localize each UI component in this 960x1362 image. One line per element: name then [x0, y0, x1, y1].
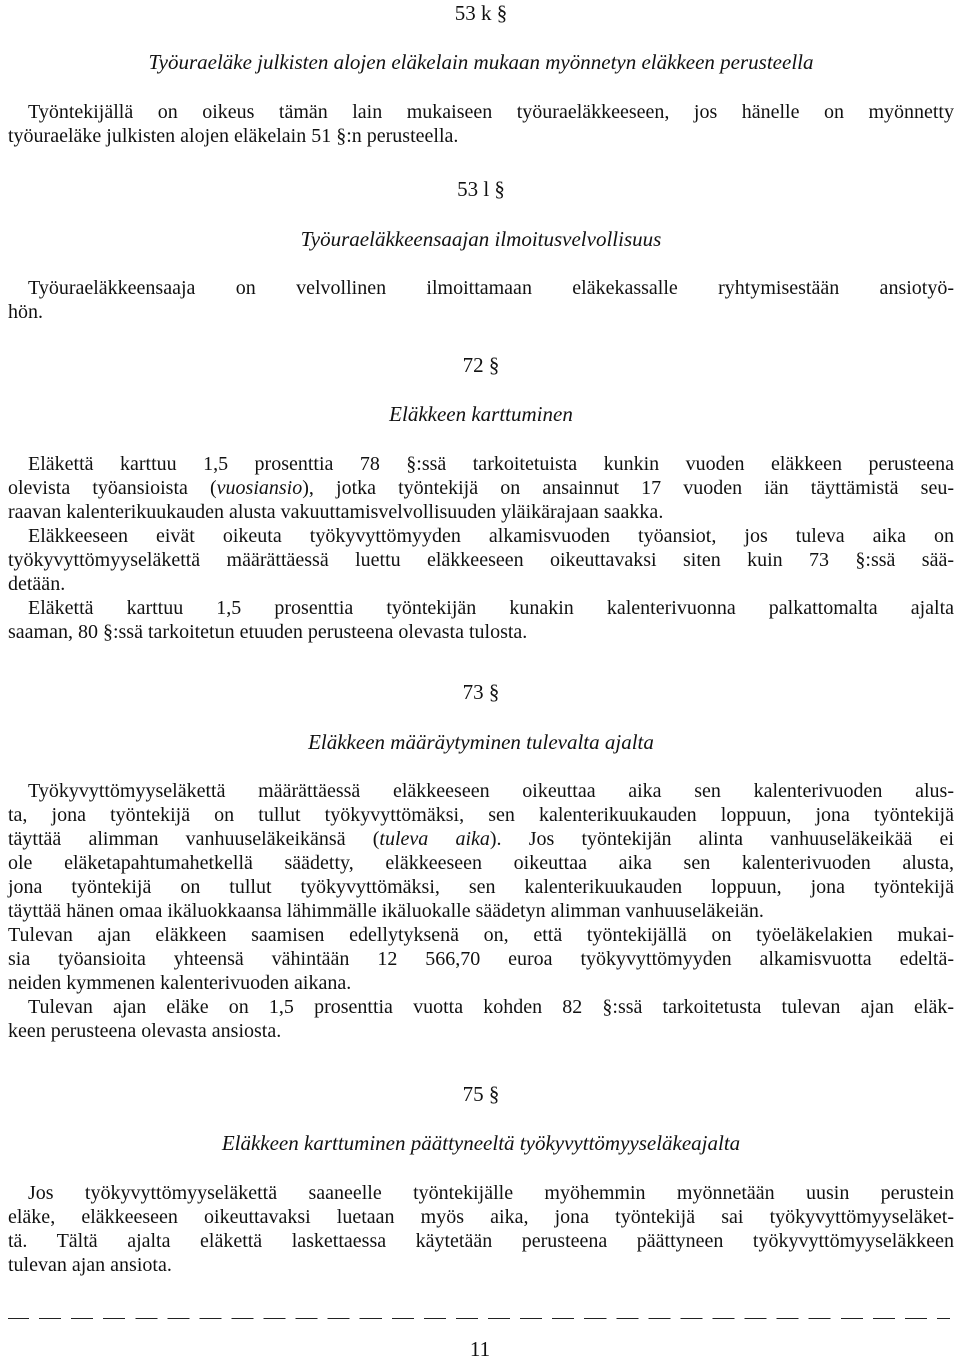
text-line: Eläkettä karttuu 1,5 prosenttia työntekijän kunakin kalenterivuonna palkattomalta ajalta	[28, 597, 954, 619]
section-body-73	[8, 779, 954, 1043]
italic-term: vuosiansio	[216, 477, 303, 499]
section-title-53k: Työuraeläke julkisten alojen eläkelain mukaan myönnetyn eläkkeen perusteella	[148, 50, 814, 74]
text-line: täyttää hänen omaa ikäluokkaansa lähimmälle ikäluokalle säädetyn alimman vanhuuseläkeiän.	[8, 900, 764, 922]
text-line: detään.	[8, 573, 66, 595]
text-line: raavan kalenterikuukauden alusta vakuuttamisvelvollisuuden yläikärajaan saakka.	[8, 501, 664, 523]
text-line: neiden kymmenen kalenterivuoden aikana.	[8, 972, 352, 994]
text-line: Eläkettä karttuu 1,5 prosenttia 78 §:ssä tarkoitetuista kunkin vuoden eläkkeen perusteena	[28, 453, 954, 475]
text-line: Eläkkeeseen eivät oikeuta työkyvyttömyyden alkamisvuoden työansiot, jos tuleva aika on	[28, 525, 954, 547]
text-line: jona työntekijä on tullut työkyvyttömäksi, sen kalenterikuukauden loppuun, jona työntekijä	[8, 876, 954, 898]
text-line: työuraeläke julkisten alojen eläkelain 51 §:n perusteella.	[8, 125, 459, 147]
text-line: Tulevan ajan eläkkeen saamisen edellytyksenä on, että työntekijällä on työeläkelakien mukai-	[8, 924, 954, 946]
section-number-75: 75 §	[462, 1082, 500, 1106]
section-number-53k: 53 k §	[454, 1, 508, 25]
text-line: tulevan ajan ansiota.	[8, 1254, 172, 1276]
text-line: Työuraeläkkeensaaja on velvollinen ilmoittamaan eläkekassalle ryhtymisestään ansiotyö-	[28, 277, 954, 299]
italic-term: tuleva aika	[379, 828, 490, 850]
text-line: saaman, 80 §:ssä tarkoitetun etuuden perusteena olevasta tulosta.	[8, 621, 528, 643]
text-line: keen perusteena olevasta ansiosta.	[8, 1020, 282, 1042]
section-number-73: 73 §	[462, 680, 500, 704]
section-title-72: Eläkkeen karttuminen	[389, 402, 573, 426]
text-line: ole eläketapahtumahetkellä säädetty, eläkkeeseen oikeuttaa aika sen kalenterivuoden alusta,	[8, 852, 954, 874]
section-body-72	[8, 452, 954, 644]
text-line: täyttää alimman vanhuuseläkeikänsä (tuleva aika). Jos työntekijän alinta vanhuuseläkeikää ei	[8, 828, 954, 850]
text-line: Jos työkyvyttömyyseläkettä saaneelle työntekijälle myöhemmin myönnetään uusin perustein	[28, 1182, 954, 1204]
section-number-53l: 53 l §	[457, 177, 505, 201]
text-line: Tulevan ajan eläke on 1,5 prosenttia vuotta kohden 82 §:ssä tarkoitetusta tulevan ajan eläk-	[28, 996, 954, 1018]
section-number-72: 72 §	[462, 353, 500, 377]
text-line: eläke, eläkkeeseen oikeuttavaksi luetaan myös aika, jona työntekijä sai työkyvyttömyyseläket-	[8, 1206, 954, 1228]
section-title-53l: Työuraeläkkeensaajan ilmoitusvelvollisuus	[300, 227, 662, 251]
text-line: sia työansioita yhteensä vähintään 12 566,70 euroa työkyvyttömyyden alkamisvuotta edeltä-	[8, 948, 954, 970]
text-line: Työkyvyttömyyseläkettä määrättäessä eläkkeeseen oikeuttaa aika sen kalenterivuoden alus-	[28, 780, 954, 802]
page-number: 11	[469, 1337, 491, 1361]
text-line: ta, jona työntekijä on tullut työkyvyttömäksi, sen kalenterikuukauden loppuun, jona työntekijä	[8, 804, 954, 826]
section-title-75: Eläkkeen karttuminen päättyneeltä työkyvyttömyyseläkeajalta	[221, 1131, 741, 1155]
text-line: hön.	[8, 301, 43, 323]
text-line: olevista työansioista (vuosiansio), jotka työntekijä on ansainnut 17 vuoden iän täyttämistä seu-	[8, 477, 954, 499]
text-line: tä. Tältä ajalta eläkettä laskettaessa käytetään perusteena päättyneen työkyvyttömyyseläkkeen	[8, 1230, 954, 1252]
section-separator-rule	[8, 1318, 950, 1319]
text-line: työkyvyttömyyseläkettä määrättäessä luettu eläkkeeseen oikeuttavaksi siten kuin 73 §:ssä sää-	[8, 549, 954, 571]
section-body-75	[8, 1181, 954, 1277]
section-title-73: Eläkkeen määräytyminen tulevalta ajalta	[308, 730, 654, 754]
section-body-53l	[8, 276, 954, 324]
section-body-53k	[8, 100, 954, 148]
text-line: Työntekijällä on oikeus tämän lain mukaiseen työuraeläkkeeseen, jos hänelle on myönnetty	[28, 101, 954, 123]
